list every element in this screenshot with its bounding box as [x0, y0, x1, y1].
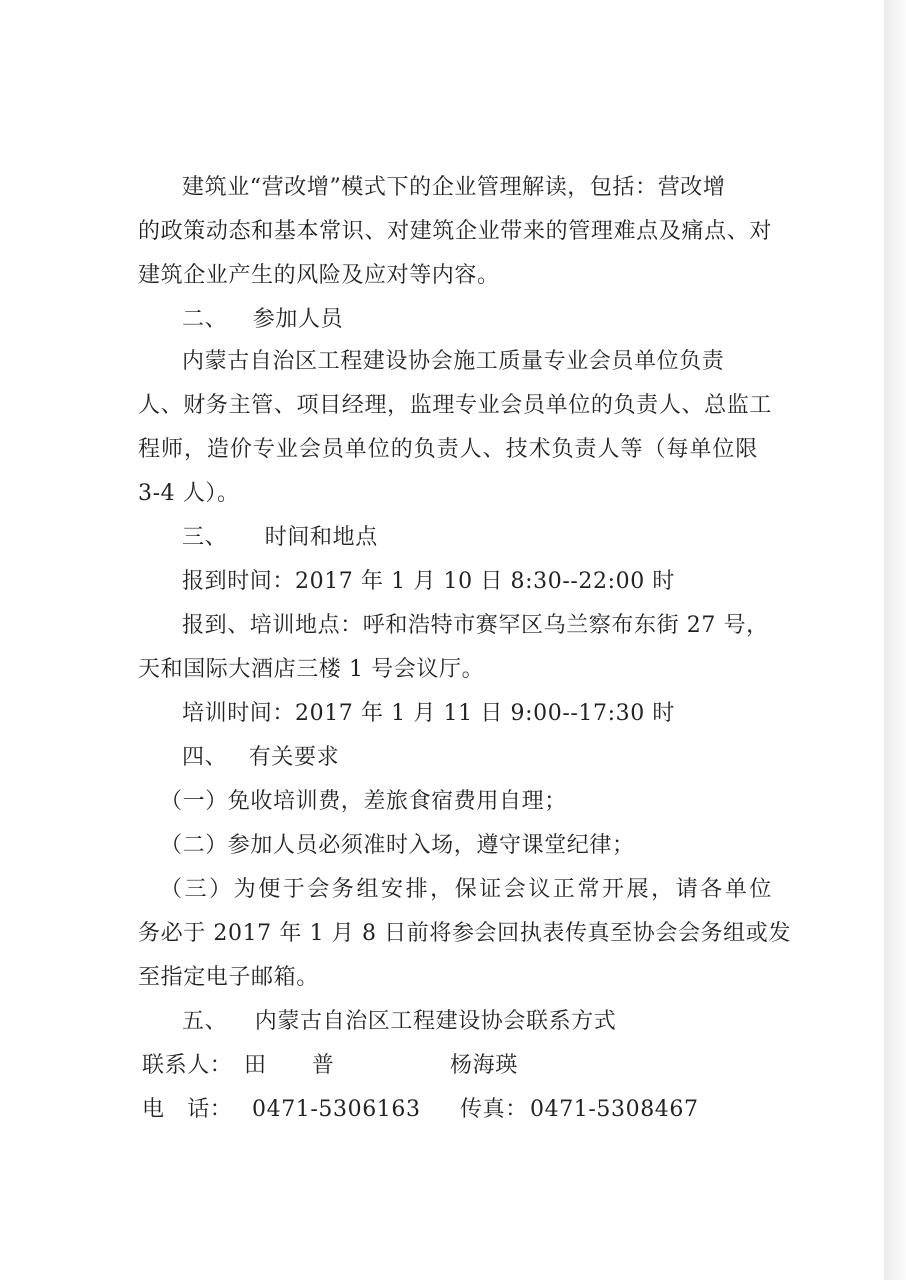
phone-number: 0471-5306163: [252, 1097, 421, 1122]
paragraph-line: 报到、培训地点：呼和浩特市赛罕区乌兰察布东街 27 号，: [182, 613, 769, 638]
paragraph-line: （三）为便于会务组安排，保证会议正常开展，请各单位: [160, 877, 772, 902]
section-number: 四、: [182, 745, 228, 770]
section-heading-5: [182, 1007, 616, 1037]
paragraph-line: 报到时间：2017 年 1 月 10 日 8:30--22:00 时: [182, 569, 676, 594]
section-number: 二、: [182, 307, 228, 332]
paragraph-line: 人、财务主管、项目经理，监理专业会员单位的负责人、总监工: [138, 393, 772, 418]
fax-number: 0471-5308467: [530, 1097, 699, 1122]
section-title: 时间和地点: [264, 525, 378, 550]
section-heading-4: [182, 743, 339, 773]
paragraph-line: （一）免收培训费，差旅食宿费用自理；: [160, 789, 567, 814]
contact-person-1: 田 普: [244, 1053, 335, 1078]
paragraph-line: 天和国际大酒店三楼 1 号会议厅。: [138, 657, 485, 682]
section-title: 有关要求: [248, 745, 340, 770]
paragraph-line: 内蒙古自治区工程建设协会施工质量专业会员单位负责: [182, 349, 725, 374]
section-title: 参加人员: [252, 307, 344, 332]
paragraph-line: 培训时间：2017 年 1 月 11 日 9:00--17:30 时: [182, 701, 676, 726]
section-number: 五、: [182, 1009, 228, 1034]
paragraph-line: 至指定电子邮箱。: [138, 965, 319, 990]
phone-label: 电 话：: [142, 1097, 233, 1122]
paragraph-line: 务必于 2017 年 1 月 8 日前将参会回执表传真至协会会务组或发: [138, 921, 791, 946]
paragraph-line: 3-4 人）。: [138, 481, 240, 506]
section-number: 三、: [182, 525, 228, 550]
contact-person-2: 杨海瑛: [450, 1053, 518, 1078]
paragraph-line: 程师，造价专业会员单位的负责人、技术负责人等（每单位限: [138, 437, 758, 462]
contact-label: 联系人：: [142, 1053, 233, 1078]
fax-label: 传真：: [460, 1097, 528, 1122]
section-title: 内蒙古自治区工程建设协会联系方式: [254, 1009, 617, 1034]
paragraph-line: 建筑企业产生的风险及应对等内容。: [138, 263, 500, 288]
section-heading-2: [182, 305, 343, 335]
scan-edge: [884, 0, 906, 1280]
paragraph-line: 的政策动态和基本常识、对建筑企业带来的管理难点及痛点、对: [138, 219, 772, 244]
paragraph-line: （二）参加人员必须准时入场，遵守课堂纪律；: [160, 833, 635, 858]
paragraph-line: 建筑业“营改增”模式下的企业管理解读，包括：营改增: [182, 175, 726, 200]
section-heading-3: [182, 523, 378, 553]
